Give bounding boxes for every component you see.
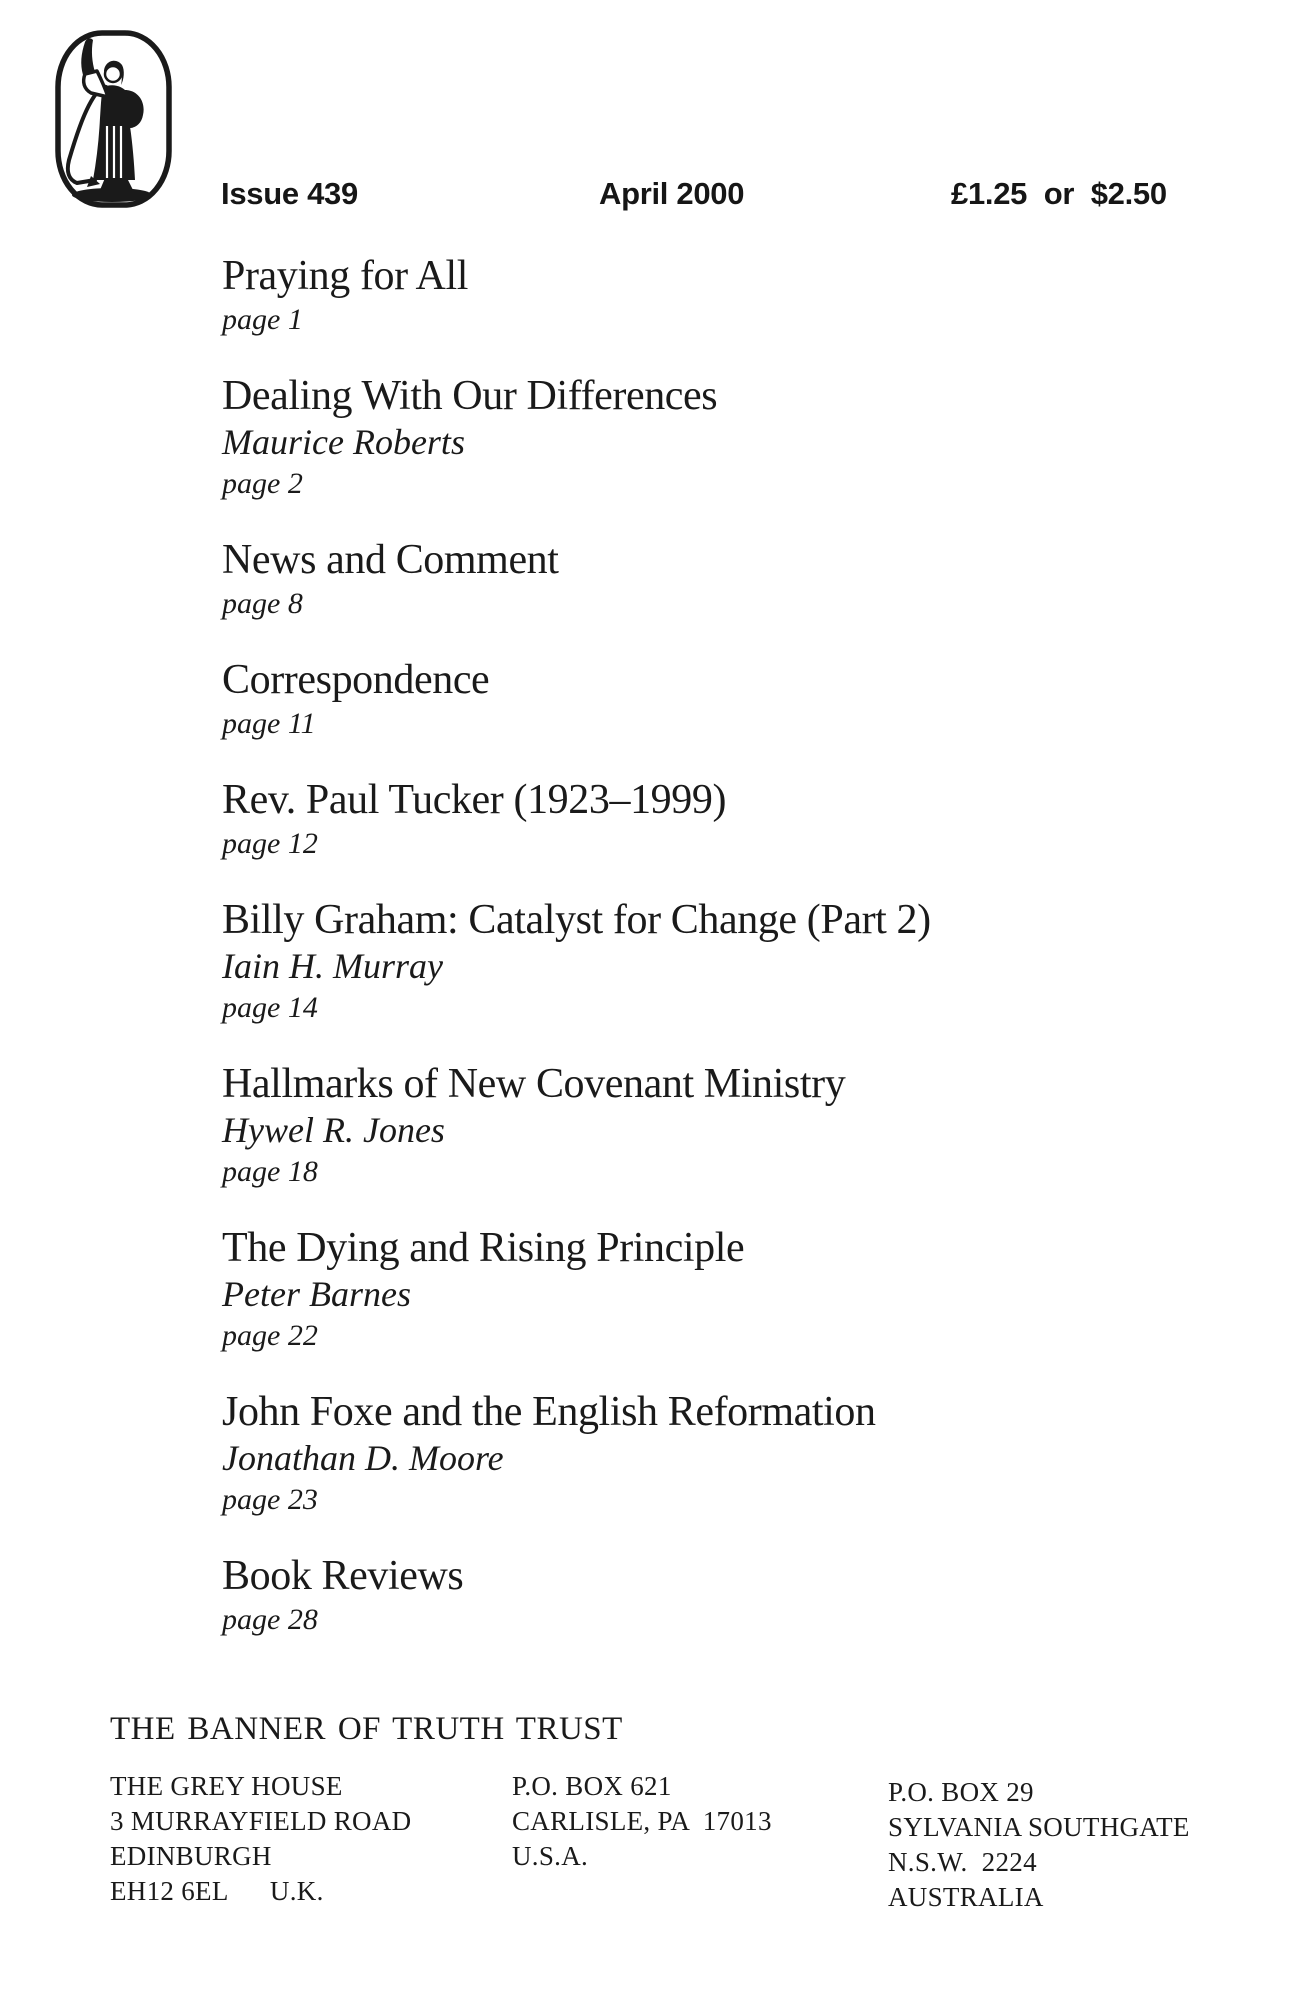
article-title: Hallmarks of New Covenant Ministry — [222, 1061, 846, 1107]
article-title: News and Comment — [222, 537, 559, 583]
toc-entry — [222, 1552, 1202, 1640]
article-page: page 12 — [222, 827, 318, 860]
article-author: Peter Barnes — [222, 1274, 411, 1314]
address-column-australia — [888, 1775, 1190, 1915]
article-page: page 2 — [222, 467, 303, 500]
address-line: EDINBURGH — [110, 1841, 272, 1871]
article-author: Maurice Roberts — [222, 422, 465, 462]
toc-entry — [222, 1388, 1202, 1520]
issue-number: Issue 439 — [221, 176, 358, 211]
toc-entry — [222, 656, 1202, 744]
toc-entry — [222, 776, 1202, 864]
article-author: Iain H. Murray — [222, 946, 443, 986]
publisher-name: THE BANNER OF TRUTH TRUST — [110, 1711, 623, 1747]
toc-entry — [222, 1060, 1202, 1192]
toc-entry — [222, 536, 1202, 624]
article-page: page 14 — [222, 991, 318, 1024]
article-title: Rev. Paul Tucker (1923–1999) — [222, 777, 727, 823]
address-line: SYLVANIA SOUTHGATE — [888, 1812, 1190, 1842]
article-title: Book Reviews — [222, 1553, 464, 1599]
article-page: page 28 — [222, 1603, 318, 1636]
address-line: AUSTRALIA — [888, 1882, 1044, 1912]
article-title: Dealing With Our Differences — [222, 373, 718, 419]
article-author: Jonathan D. Moore — [222, 1438, 504, 1478]
address-line: CARLISLE, PA 17013 — [512, 1806, 772, 1836]
toc-entry — [222, 252, 1202, 340]
article-title: John Foxe and the English Reformation — [222, 1389, 876, 1435]
address-line: P.O. BOX 621 — [512, 1771, 672, 1801]
issue-date: April 2000 — [599, 176, 745, 211]
article-title: The Dying and Rising Principle — [222, 1225, 745, 1271]
address-line: EH12 6EL U.K. — [110, 1876, 324, 1906]
article-page: page 8 — [222, 587, 303, 620]
address-line: 3 MURRAYFIELD ROAD — [110, 1806, 412, 1836]
article-page: page 18 — [222, 1155, 318, 1188]
address-column-usa — [512, 1769, 772, 1874]
article-page: page 23 — [222, 1483, 318, 1516]
table-of-contents — [222, 252, 1202, 1672]
banner-of-truth-logo-icon — [55, 30, 172, 208]
article-page: page 22 — [222, 1319, 318, 1352]
article-title: Correspondence — [222, 657, 490, 703]
article-author: Hywel R. Jones — [222, 1110, 445, 1150]
address-line: P.O. BOX 29 — [888, 1777, 1034, 1807]
article-page: page 11 — [222, 707, 316, 740]
issue-price: £1.25 or $2.50 — [951, 176, 1167, 211]
article-page: page 1 — [222, 303, 303, 336]
toc-entry — [222, 896, 1202, 1028]
article-title: Praying for All — [222, 253, 468, 299]
toc-entry — [222, 372, 1202, 504]
address-line: THE GREY HOUSE — [110, 1771, 343, 1801]
address-line: U.S.A. — [512, 1841, 589, 1871]
address-line: N.S.W. 2224 — [888, 1847, 1037, 1877]
article-title: Billy Graham: Catalyst for Change (Part 2) — [222, 897, 931, 943]
toc-entry — [222, 1224, 1202, 1356]
address-column-uk — [110, 1769, 411, 1909]
